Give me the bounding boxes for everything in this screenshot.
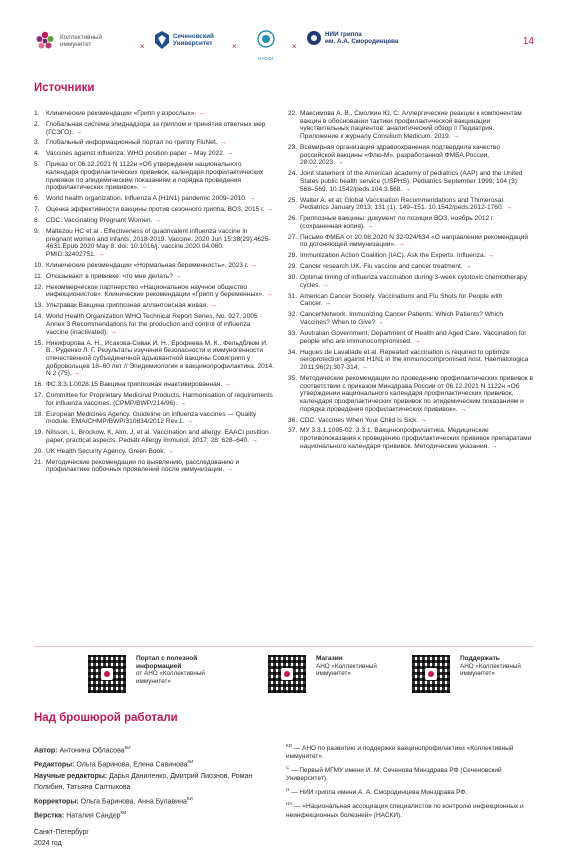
source-item	[288, 110, 534, 141]
source-text: Ультравак Вакцина гриппозная аллантоисная живая.	[46, 302, 209, 310]
source-number: 1.	[34, 110, 40, 117]
source-item	[34, 206, 274, 214]
source-number: 9.	[34, 227, 40, 235]
source-item	[34, 448, 274, 456]
source-number: 13.	[34, 302, 44, 310]
source-number: 19.	[34, 429, 44, 437]
source-text: American Cancer Society. Vaccinations and Flu Shots for People with Cancer.	[300, 292, 503, 308]
source-link-arrow-icon[interactable]: →	[487, 252, 495, 260]
sources-left-column	[34, 110, 274, 477]
naski-logo	[246, 30, 286, 52]
source-text: Australian Government, Department of Health and Aged Care. Vaccination for people who are immunocompromised.	[300, 329, 527, 345]
qr-support-title: Поддержать	[460, 655, 500, 662]
source-link-arrow-icon[interactable]: →	[198, 110, 205, 117]
source-link-arrow-icon[interactable]: →	[413, 337, 421, 345]
source-text: World health organization. Influenza A (H1N1) pandemic 2009–2010.	[46, 195, 247, 203]
source-number: 14.	[34, 313, 44, 321]
source-item	[34, 195, 274, 203]
source-text: Оценка эффективности вакцины против сезонного гриппа, ВОЗ, 2015 г.	[46, 206, 265, 214]
source-item	[34, 150, 274, 158]
source-number: 33.	[288, 329, 298, 337]
source-text: ФС.3.3.1.0028.15 Вакцина гриппозная инактивированная.	[46, 381, 223, 389]
source-text: Письмо ФМБА от 20.08.2020 N 32-024/634 «О направлении рекомендаций по догоняющей иммунизации».	[300, 233, 529, 249]
qr-support-sub: АНО «Коллективный иммунитет»	[460, 662, 521, 677]
source-item	[288, 234, 534, 249]
source-number: 21.	[34, 458, 44, 466]
source-text: МУ 3.3.1.1095-02. 3.3.1. Вакцинопрофилактика. Медицинские противопоказания к проведению профилактических прививок препаратами национального календаря прививок. Методические указания.	[300, 427, 532, 450]
source-link-arrow-icon[interactable]: →	[266, 291, 273, 299]
source-number: 5.	[34, 161, 40, 169]
kollektivny-immunitet-logo	[34, 30, 102, 52]
qr-portal-title: Портал с полезной информацией	[136, 655, 198, 670]
source-number: 27.	[288, 233, 298, 241]
source-number: 32.	[288, 311, 298, 319]
source-link-arrow-icon[interactable]: →	[75, 128, 82, 136]
source-link-arrow-icon[interactable]: →	[248, 195, 256, 203]
source-text: Hugues de Lavallade et al. Repeated vaccination is required to optimize seroprotection against H1N1 in the immunocompromised host. Haematologica 2011;96(2):307-314;	[300, 348, 529, 371]
source-item	[34, 284, 274, 299]
source-number: 2.	[34, 120, 40, 128]
source-item	[288, 170, 534, 193]
logo1-text: Коллективный иммунитет	[60, 33, 102, 48]
source-item	[288, 330, 534, 345]
source-number: 20.	[34, 447, 44, 455]
source-item	[34, 228, 274, 259]
source-link-arrow-icon[interactable]: →	[324, 300, 332, 308]
source-link-arrow-icon[interactable]: →	[224, 381, 231, 389]
source-item	[288, 349, 534, 372]
source-text: UK Health Security Agency. Green Book.	[46, 447, 166, 455]
credits-block	[34, 742, 259, 849]
source-text: Приказ от 06.12.2021 N 1122н «Об утверждении национального календаря профилактических прививок, календаря профилактических прививок по эпидемическим показаниям и порядка проведения профилактических прививок».	[46, 161, 264, 192]
source-number: 29.	[288, 263, 298, 271]
source-link-arrow-icon[interactable]: →	[219, 139, 227, 147]
source-item	[34, 313, 274, 336]
source-link-arrow-icon[interactable]: →	[179, 399, 186, 407]
qr-code-icon[interactable]	[88, 655, 126, 693]
separator: ×	[292, 42, 297, 51]
logo4-text: НИИ гриппа им. А.А. Смородинцева	[325, 30, 399, 45]
source-link-arrow-icon[interactable]: →	[366, 222, 374, 230]
source-link-arrow-icon[interactable]: →	[459, 405, 467, 413]
source-number: 17.	[34, 392, 44, 400]
source-number: 11.	[34, 272, 43, 280]
source-item	[288, 311, 534, 326]
source-item	[34, 392, 274, 407]
source-text: Никифорова А. Н., Исакова-Сивак И. Н., Ерофеева М. К., Фельдблюм И. В., Руденко Л. Г. Результаты изучения безопасности и иммуногенности отечественной субъединичной адъювантной вакцины Совигрипп у добровольцев 18–60 лет // Эпидемиология и вакцинопрофилактика. 2014. N 2 (75).	[46, 339, 275, 378]
source-link-arrow-icon[interactable]: →	[109, 328, 117, 336]
source-number: 10.	[34, 261, 44, 269]
credits-title: Над брошюрой работали	[34, 712, 178, 724]
naski-logo-text: НАСКИ	[258, 56, 274, 61]
source-text: World Health Organization WHO Technical Report Series, No. 927, 2005 Annex 3 Recommendations for the production and control of influenza vaccine (inactivated).	[46, 313, 258, 336]
source-item	[34, 139, 274, 147]
source-text: Cancer research UK. Flu vaccine and cancer treatment.	[300, 263, 463, 271]
source-text: Клинические рекомендации «Грипп у взрослых».	[46, 110, 197, 117]
source-link-arrow-icon[interactable]: →	[251, 436, 258, 444]
source-text: Всемирная организация здравоохранения подтвердила качество российской вакцины «Флю-М», разработанной ФМБА России, 28.02.2023.	[300, 144, 501, 167]
source-link-arrow-icon[interactable]: →	[464, 263, 472, 271]
credit-sci-editors: Научные редакторы: Дарья Даниленко, Дмитрий Лиознов, Роман Полибин, Татьяна Салтыкова	[34, 772, 253, 791]
source-text: Глобальный информационный портал по гриппу FluNet.	[46, 139, 218, 147]
source-link-arrow-icon[interactable]: →	[377, 319, 384, 327]
logo2-text: Сеченовский Университет	[173, 32, 214, 47]
divider	[34, 646, 534, 647]
credit-layout: Верстка: Наталия Сандер$^{КИ}$	[34, 809, 127, 820]
source-text: Глобальная система эпиднадзора за гриппом и принятия ответных мер (ГСЭГО).	[46, 120, 266, 136]
nii-grippa-logo	[306, 30, 398, 46]
credit-correctors: Корректоры: Ольга Баринова, Анна Булавина$^{КИ}$	[34, 795, 193, 805]
source-link-arrow-icon[interactable]: →	[404, 185, 411, 193]
sources-right-column	[288, 110, 534, 454]
credit-year: 2024 год	[34, 840, 62, 848]
source-text: Клинические рекомендации «Нормальная беременность», 2023 г.	[46, 261, 249, 269]
source-item	[288, 144, 534, 167]
note-na: $^{НА}$ — «Национальная ассоциация специалистов по контролю инфекционных и неинфекционных болезней» (НАСКИ).	[286, 801, 524, 819]
source-item	[34, 273, 274, 281]
qr-portal-sub: от АНО «Коллективный иммунитет»	[136, 670, 205, 685]
qr-shop-title: Магазин	[316, 655, 343, 662]
source-link-arrow-icon[interactable]: →	[397, 241, 405, 249]
page-number: 14	[522, 36, 534, 47]
separator: ×	[232, 42, 237, 51]
source-number: 35.	[288, 374, 298, 382]
source-item	[34, 110, 274, 118]
source-number: 31.	[288, 292, 298, 300]
source-number: 3.	[34, 139, 40, 147]
qr-code-icon[interactable]	[268, 655, 306, 693]
source-number: 23.	[288, 144, 298, 151]
source-item	[288, 197, 534, 212]
source-item	[34, 121, 274, 136]
source-item	[34, 161, 274, 192]
source-link-arrow-icon[interactable]: →	[167, 447, 174, 455]
page-header	[34, 30, 534, 66]
source-number: 30.	[288, 274, 298, 282]
nii-grippa-icon	[306, 30, 322, 46]
source-item	[34, 381, 274, 389]
source-link-arrow-icon[interactable]: →	[250, 261, 257, 269]
source-number: 24.	[288, 170, 298, 178]
source-link-arrow-icon[interactable]: →	[266, 206, 274, 214]
source-text: Walter A. et al; Global Vaccination Recommendations and Thimerosal. Pediatrics January 2013; 131 (1): 149–151. 10.1542/peds.2012-1760.	[300, 196, 505, 212]
source-item	[288, 263, 534, 271]
source-text: Методические рекомендации по выявлению, расследованию и профилактике побочных проявлений после иммунизации.	[46, 458, 240, 474]
source-item	[34, 429, 274, 444]
source-item	[34, 262, 274, 270]
source-item	[288, 252, 534, 260]
source-number: 4.	[34, 150, 40, 158]
source-text: CDC. Vaccines When Your Child Is Sick.	[300, 416, 419, 424]
qr-shop-sub: АНО «Коллективный иммунитет»	[316, 662, 377, 677]
source-link-arrow-icon[interactable]: →	[174, 272, 182, 280]
source-text: Методические рекомендации по проведению профилактических прививок в соответствии с приказом Минздрава России от 06.12.2021 N 1122н «Об утверждении национального календаря профилактических прививок, календаря профилактических прививок по эпидемическим показаниям и порядка проведения профилактических прививок».	[300, 374, 534, 413]
sources-list-right	[288, 110, 534, 451]
source-link-arrow-icon[interactable]: →	[154, 217, 161, 225]
source-item	[288, 417, 534, 425]
source-link-arrow-icon[interactable]: →	[420, 416, 427, 424]
naski-emblem-icon	[246, 30, 286, 52]
source-link-arrow-icon[interactable]: →	[361, 363, 368, 371]
source-text: Некоммерческое партнерство «Национальное научное общество инфекционистов». Клинические рекомендации «Грипп у беременных».	[46, 283, 264, 299]
source-link-arrow-icon[interactable]: →	[186, 418, 194, 426]
source-item	[34, 459, 274, 474]
source-number: 15.	[34, 339, 44, 347]
source-link-arrow-icon[interactable]: →	[336, 159, 344, 167]
source-item	[288, 274, 534, 289]
source-text: Гриппозные вакцины: документ по позиции ВОЗ, ноябрь 2012 г (сохраненная копия).	[300, 215, 494, 230]
credit-city: Санкт-Петербург	[34, 829, 89, 837]
flower-logo-icon	[34, 30, 56, 52]
source-link-arrow-icon[interactable]: →	[491, 442, 498, 450]
note-ki: $^{КИ}$ — АНО по развитию и поддержке вакцинопрофилактики «Коллективный иммунитет».	[286, 743, 514, 761]
source-number: 22.	[288, 110, 298, 117]
source-number: 12.	[34, 283, 44, 291]
source-number: 26.	[288, 215, 298, 223]
source-text: CancerNetwork. Immunizing Cancer Patients: Which Patients? Which Vaccines? When to Give?	[300, 311, 504, 327]
source-number: 8.	[34, 217, 40, 225]
qr-code-icon[interactable]	[412, 655, 450, 693]
source-text: Максимова А. В., Смолкин Ю. С. Аллергические реакции к компонентам вакцин в обосновании тактики профилактической вакцинации чувствительных пациентов: аналитический обзор // Педиатрия. Приложение к журналу Consilium Medicum. 2019.	[300, 110, 522, 141]
source-number: 6.	[34, 195, 40, 203]
source-text: Committee for Proprietary Medicinal Products. Harmonisation of requirements for influenza vaccines. (CPMP/BWP/214/96).	[46, 392, 273, 407]
credit-author: Автор: Антонина Обласова$^{КИ}$	[34, 745, 131, 755]
source-item	[34, 411, 274, 426]
source-number: 34.	[288, 348, 298, 356]
qr-block-portal[interactable]	[88, 655, 238, 697]
source-number: 7.	[34, 206, 40, 214]
source-number: 18.	[34, 410, 44, 418]
source-text: European Medicines Agency. Guideline on influenza vaccines — Quality module. EMA/CHMP/BWP/310834/2012 Rev.1.	[46, 410, 257, 426]
source-number: 16.	[34, 381, 44, 389]
source-number: 37.	[288, 427, 298, 435]
source-link-arrow-icon[interactable]: →	[140, 184, 148, 192]
source-item	[288, 375, 534, 414]
qr-block-support[interactable]	[412, 655, 542, 697]
source-number: 36.	[288, 416, 298, 424]
source-link-arrow-icon[interactable]: →	[226, 150, 234, 158]
source-item	[34, 340, 274, 379]
sources-list-left	[34, 110, 274, 474]
source-item	[288, 215, 534, 230]
source-text: CDC. Vaccinating Pregnant Women.	[46, 217, 153, 225]
source-text: Joint statement of the American academy of pediatrics (AAP) and the United States public health service (USPHS). Pediatrics September 1999; 104 (3): 568–569. 10.1542/peds.104.3.568.	[300, 170, 523, 193]
sechenov-logo	[154, 30, 214, 50]
source-text: Nilsson, L, Brockow, K, Alm, J, et al. Vaccination and allergy: EAACI position paper, practical aspects. Pediatr Allergy Immunol. 2017; 28: 628–640.	[46, 429, 269, 444]
source-text: Vaccines against influenza: WHO position paper – May 2022.	[46, 150, 225, 158]
source-link-arrow-icon[interactable]: →	[73, 370, 81, 378]
source-text: Immunization Action Coalition (IAC). Ask the Experts. Influenza.	[300, 252, 486, 260]
source-item	[288, 293, 534, 308]
credit-editors: Редакторы: Ольга Баринова, Елена Савинова$^{КИ}$	[34, 759, 194, 769]
source-text: Optimal timing of influenza vaccination during 3-week cytotoxic chemotherapy cycles.	[300, 274, 527, 289]
source-number: 25.	[288, 196, 298, 204]
note-n: $^Н$ — НИИ гриппа имени А. А. Смородинцева Минздрава РФ.	[286, 787, 468, 797]
source-link-arrow-icon[interactable]: →	[210, 302, 217, 310]
source-text: Maltezou HC et al . Effectiveness of quadrivalent influenza vaccine in pregnant women and infants, 2018-2019. Vaccine. 2020 Jun 15;38(29):4625-4631.Epub 2020 May 8. doi: 10.1016/j. vaccine.2020.04.060. PMID:32402751.	[46, 227, 271, 259]
sechenov-emblem-icon	[154, 30, 170, 50]
qr-block-shop[interactable]	[268, 655, 408, 697]
source-link-arrow-icon[interactable]: →	[97, 251, 105, 259]
source-item	[34, 302, 274, 310]
source-link-arrow-icon[interactable]: →	[505, 204, 513, 212]
source-link-arrow-icon[interactable]: →	[452, 133, 460, 141]
source-link-arrow-icon[interactable]: →	[226, 466, 233, 474]
source-item	[34, 217, 274, 225]
abbreviation-notes	[286, 742, 536, 823]
separator: ×	[140, 42, 145, 51]
sources-title: Источники	[34, 82, 95, 94]
source-link-arrow-icon[interactable]: →	[322, 281, 329, 289]
source-item	[288, 427, 534, 450]
source-text: Отказывают в прививке: что мне делать?	[46, 272, 173, 280]
note-s: $^С$ — Первый МГМУ имени И. М. Сеченова Минздрава РФ (Сеченовский Университет).	[286, 765, 502, 783]
source-number: 28.	[288, 252, 298, 260]
